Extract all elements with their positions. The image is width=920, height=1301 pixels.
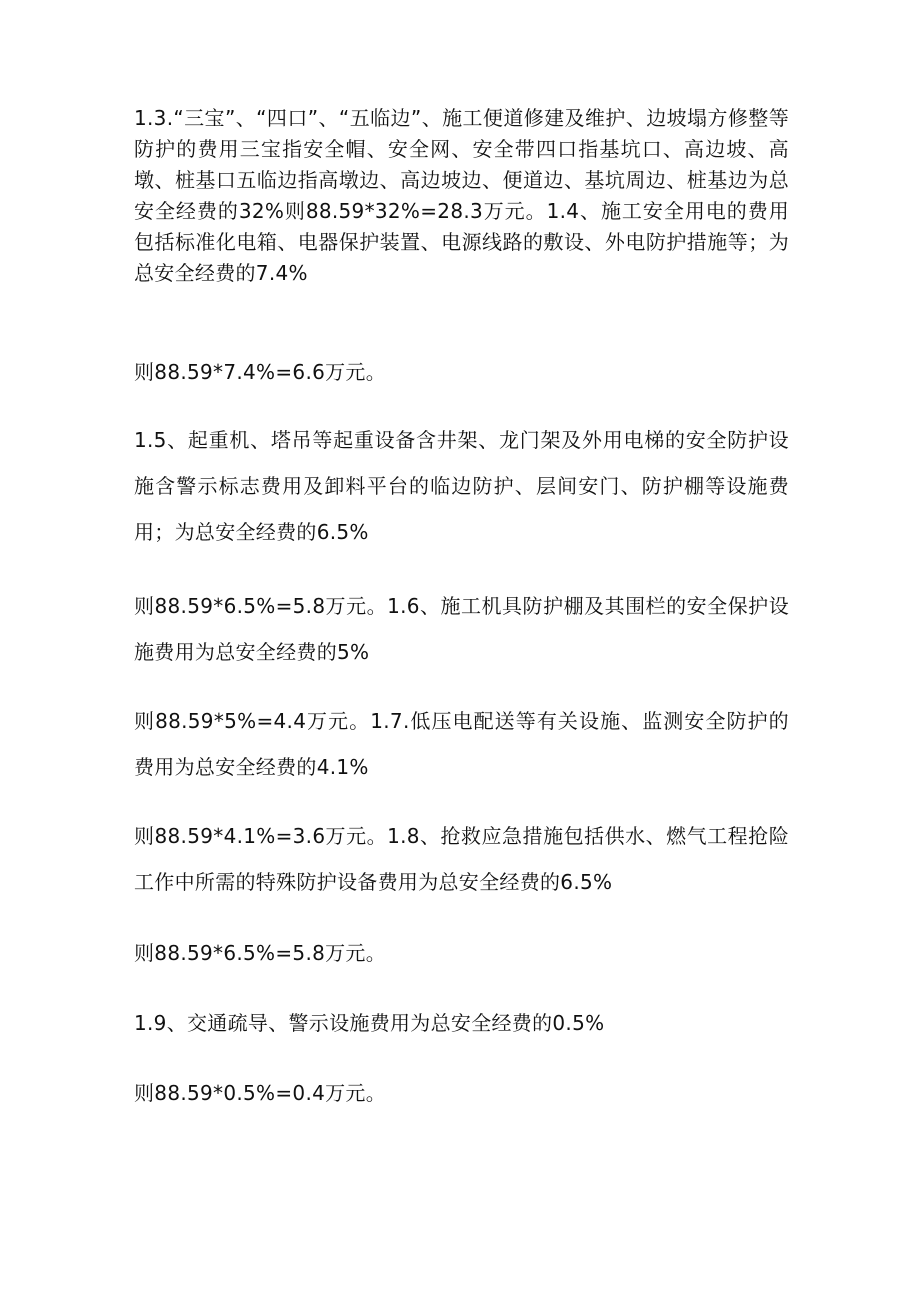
paragraph-1-5-result-1-6: 则88.59*6.5%=5.8万元。1.6、施工机具防护棚及其围栏的安全保护设施费用为总安全经费的5% <box>134 594 789 664</box>
paragraph-1-8-result: 则88.59*6.5%=5.8万元。 <box>134 941 387 965</box>
paragraph-1-6-result-1-7: 则88.59*5%=4.4万元。1.7.低压电配送等有关设施、监测安全防护的费用为总安全经费的4.1% <box>134 709 789 779</box>
paragraph-1-9: 1.9、交通疏导、警示设施费用为总安全经费的0.5% <box>134 1011 605 1035</box>
paragraph-1-7-result-1-8: 则88.59*4.1%=3.6万元。1.8、抢救应急措施包括供水、燃气工程抢险工作中所需的特殊防护设备费用为总安全经费的6.5% <box>134 824 789 894</box>
paragraph-1-5: 1.5、起重机、塔吊等起重设备含井架、龙门架及外用电梯的安全防护设施含警示标志费用及卸料平台的临边防护、层间安门、防护棚等设施费用；为总安全经费的6.5% <box>134 428 789 544</box>
paragraph-1-4-result: 则88.59*7.4%=6.6万元。 <box>134 360 387 384</box>
paragraph-1-9-result: 则88.59*0.5%=0.4万元。 <box>134 1081 387 1105</box>
paragraph-1-3-1-4: 1.3.“三宝”、“四口”、“五临边”、施工便道修建及维护、边坡塌方修整等防护的费用三宝指安全帽、安全网、安全带四口指基坑口、高边坡、高墩、桩基口五临边指高墩边、高边坡边、便道边、基坑周边、桩基边为总安全经费的32%则88.59*32%=28.3万元。1.4、施工安全用电的费用包括标准化电箱、电器保护装置、电源线路的敷设、外电防护措施等；为总安全经费的7.4% <box>134 106 789 285</box>
